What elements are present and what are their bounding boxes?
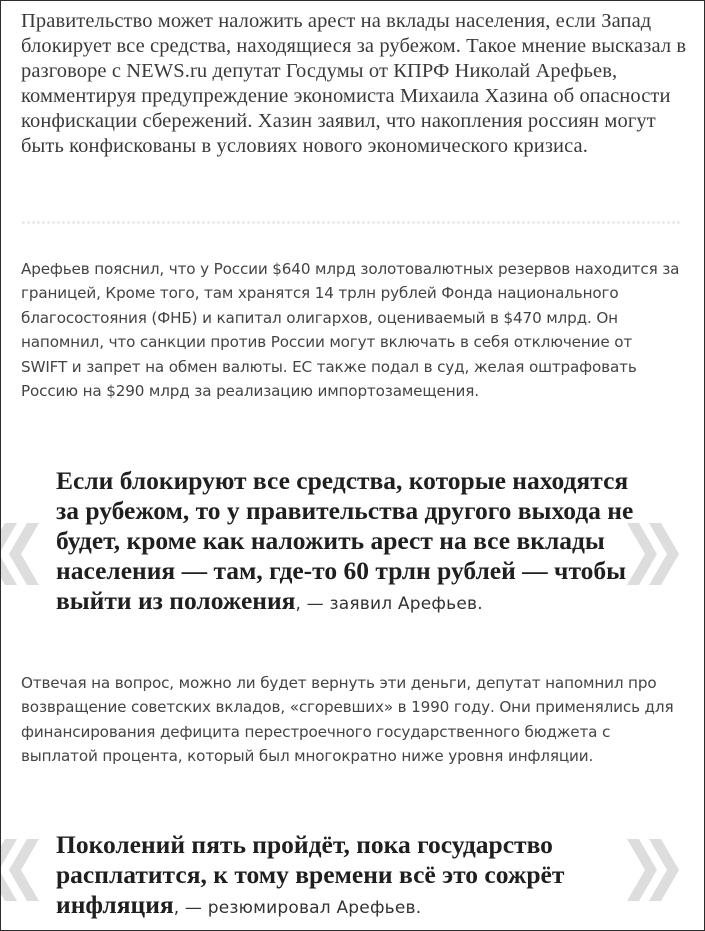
left-double-chevron-quote-icon: [0, 839, 45, 901]
pull-quote: [56, 830, 636, 923]
left-double-chevron-quote-icon: [0, 523, 45, 585]
article-paragraph: Отвечая на вопрос, можно ли будет вернуть эти деньги, депутат напомнил про возвращение советских вкладов, «сгоревших» в 1990 году. Они применялись для финансирования дефицита перестроечного государственного бюджета с выплатой процента, который был многократно ниже уровня инфляции.: [21, 674, 674, 766]
quote-text: Если блокируют все средства, которые находятся за рубежом, то у правительства другого выхода не будет, кроме как наложить арест на все вклады населения — там, где-то 60 трлн рублей — чтобы выйти из положения: [56, 466, 634, 615]
article-lead: Правительство может наложить арест на вклады населения, если Запад блокирует все средства, находящиеся за рубежом. Такое мнение высказал в разговоре с NEWS.ru депутат Госдумы от КПРФ Николай Арефьев, комментируя предупреждение экономиста Михаила Хазина об опасности конфискации сбережений. Хазин заявил, что накопления россиян могут быть конфискованы в условиях нового экономического кризиса.: [21, 10, 687, 157]
quote-attribution: , — резюмировал Арефьев.: [173, 898, 422, 918]
quote-attribution: , — заявил Арефьев.: [295, 594, 483, 614]
dotted-divider: [21, 220, 681, 226]
pull-quote: [56, 466, 636, 619]
quote-text: Поколений пять пройдёт, пока государство расплатится, к тому времени всё это сожрёт инфляция: [56, 830, 565, 919]
article-paragraph: Арефьев пояснил, что у России $640 млрд золотовалютных резервов находится за границей, Кроме того, там хранятся 14 трлн рублей Фонда национального благосостояния (ФНБ) и капитал олигархов, оцениваемый в $470 млрд. Он напомнил, что санкции против России могут включать в себя отключение от SWIFT и запрет на обмен валюты. ЕС также подал в суд, желая оштрафовать Россию на $290 млрд за реализацию импортозамещения.: [21, 260, 680, 401]
